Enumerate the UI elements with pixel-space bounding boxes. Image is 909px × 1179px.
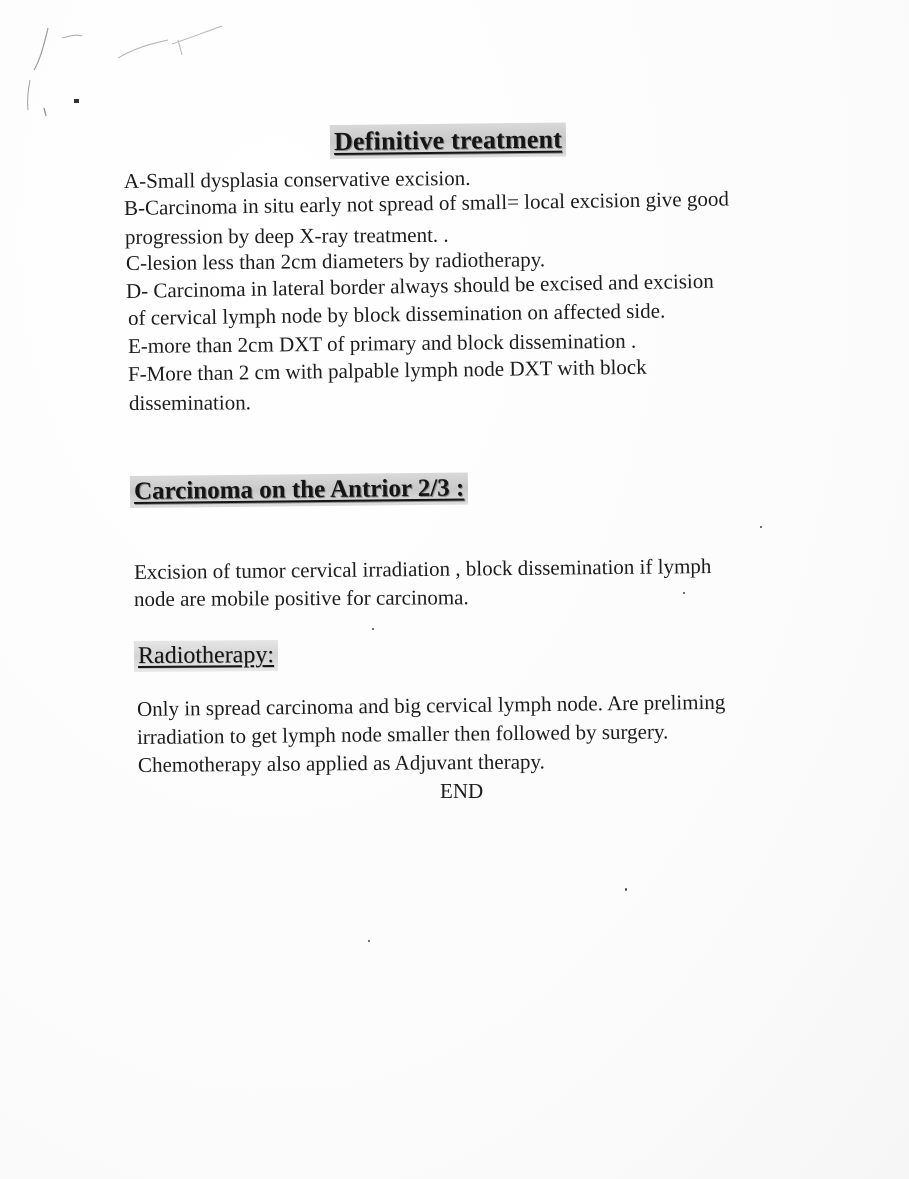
anterior-line-1: Excision of tumor cervical irradiation , block dissemination if lymph — [133, 553, 712, 584]
definitive-line-b-cont: progression by deep X-ray treatment. . — [124, 222, 449, 249]
heading-definitive-treatment: Definitive treatment — [330, 123, 566, 159]
heading-radiotherapy: Radiotherapy: — [134, 640, 278, 672]
definitive-line-e: E-more than 2cm DXT of primary and block dissemination . — [127, 328, 637, 358]
radiotherapy-line-3: Chemotherapy also applied as Adjuvant therapy. — [137, 749, 545, 777]
definitive-line-f: F-More than 2 cm with palpable lymph node DXT with block — [127, 354, 647, 386]
definitive-line-b: B-Carcinoma in situ early not spread of small= local excision give good — [123, 186, 730, 220]
definitive-line-a: A-Small dysplasia conservative excision. — [123, 165, 471, 193]
definitive-line-d-cont: of cervical lymph node by block dissemination on affected side. — [127, 298, 666, 330]
scan-speck — [683, 592, 685, 594]
scan-speck — [372, 628, 374, 630]
radiotherapy-line-2: irradiation to get lymph node smaller then followed by surgery. — [136, 719, 669, 749]
scan-artifact-marks — [0, 0, 260, 140]
heading-carcinoma-anterior: Carcinoma on the Antrior 2/3 : — [130, 472, 469, 508]
scan-speck — [368, 940, 370, 942]
radiotherapy-line-1: Only in spread carcinoma and big cervical lymph node. Are preliming — [136, 689, 726, 721]
end-marker: END — [440, 779, 484, 803]
definitive-line-d: D- Carcinoma in lateral border always should be excised and excision — [125, 268, 714, 303]
anterior-line-2: node are mobile positive for carcinoma. — [133, 585, 469, 611]
scan-speck — [625, 888, 627, 891]
definitive-line-f-cont: dissemination. — [128, 390, 251, 415]
scan-speck — [760, 526, 762, 528]
definitive-line-c: C-lesion less than 2cm diameters by radiotherapy. — [125, 247, 546, 275]
